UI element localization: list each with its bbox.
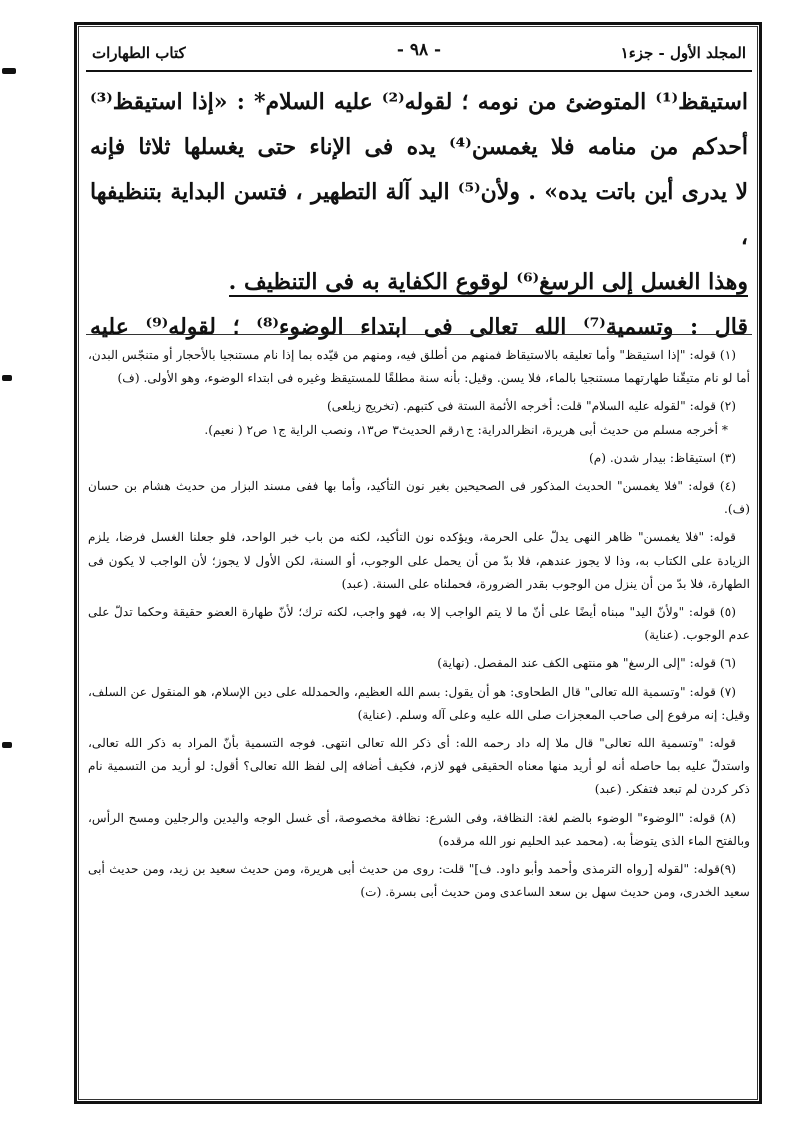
page-header — [86, 36, 752, 70]
header-divider — [86, 70, 752, 72]
main-line: قال : وتسمية⁽⁷⁾ الله تعالى فى ابتداء الوضوء⁽⁸⁾ ؛ لقوله⁽⁹⁾ عليه — [90, 314, 749, 340]
footnote-8: (٨) قوله: "الوضوء" الوضوء بالضم لغة: النظافة، وفى الشرع: نظافة مخصوصة، أى غسل الوجه واليدين والرجلين ومسح الرأس، وبالفتح الماء الذى يتوضأ به. (محمد عبد الحليم نور الله مرقده) — [88, 810, 750, 848]
footnote-divider — [86, 334, 752, 335]
main-line: استيقظ⁽¹⁾ المتوضئ من نومه ؛ لقوله⁽²⁾ عليه السلام* : «إذا استيقظ⁽³⁾ — [90, 89, 749, 115]
footnote-5: (٥) قوله: "ولأنّ اليد" مبناه أيضًا على أنّ ما لا يتم الواجب إلا به، فهو واجب، لكنه ترك؛ لأنّ طهارة العضو حقيقة وحكما تدلّ على عدم الوجوب. (عناية) — [88, 605, 750, 643]
footnote-9: (٩)قوله: "لقوله [رواه الترمذى وأحمد وأبو داود. ف]" قلت: روى من حديث أبى هريرة، ومن حديث سعيد بن زيد، ومن حديث أبى سعيد الخدرى، ومن حديث سهل بن سعد الساعدى ومن حديث أبى بسرة. (ت) — [88, 862, 750, 900]
main-text — [90, 80, 748, 350]
book-title: كتاب الطهارات — [92, 44, 186, 62]
scan-edge-mark — [2, 375, 12, 381]
footnote-4-continued: قوله: "فلا يغمسن" ظاهر النهى يدلّ على الحرمة، ويؤكده نون التأكيد، لكنه من باب خبر الواحد، فلو جعلنا الغسل فرضا، يلزم الزيادة على الكتاب به، وذا لا يجوز عندهم، فلا بدّ من أن يحمل على الوجوب، أو السنة، لكن الأول لا يجوز؛ لأن الواجب لا يكون فى الطهارة، فلا بدّ من أن ينزل من الوجوب بقدر الضرورة، فحملناه على السنة. (عبد) — [88, 530, 750, 591]
main-line: لا يدرى أين باتت يده» . ولأن⁽⁵⁾ اليد آلة التطهير ، فتسن البداية بتنظيفها ، — [90, 179, 748, 250]
main-line — [90, 260, 748, 305]
footnote-6: (٦) قوله: "إلى الرسغ" هو منتهى الكف عند المفصل. (نهاية) — [437, 656, 736, 671]
footnote-4: (٤) قوله: "فلا يغمسن" الحديث المذكور فى الصحيحين بغير نون التأكيد، وأما بها ففى مسند البزار من حديث هشام بن حسان (ف). — [88, 479, 750, 517]
footnote-7-continued: قوله: "وتسمية الله تعالى" قال ملا إله داد رحمه الله: أى ذكر الله تعالى انتهى. فوجه التسمية بأنّ المراد به ذكر الله تعالى، واستدلّ عليه بما حاصله أنه لو أريد منها معناه الحقيقى فهو لازم، فكيف أضافه إلى لفظ الله تعالى؟ أقول: لو أريد من التسمية نام ذكر كردن لم تبعد فتفكر. (عبد) — [88, 736, 750, 797]
footnote-3: (٣) استيقاظ: بيدار شدن. (م) — [589, 450, 736, 465]
footnote-2-star: * أخرجه مسلم من حديث أبى هريرة، انظرالدراية: ج١رقم الحديث٣ ص١٣، ونصب الراية ج١ ص٢ ( نعيم). — [204, 422, 728, 437]
page-number: - ٩٨ - — [396, 40, 442, 60]
footnote-2: (٢) قوله: "لقوله عليه السلام" قلت: أخرجه الأئمة الستة فى كتبهم. (تخريج زيلعى) * أخرجه مسلم من حديث أبى هريرة، انظرالدراية: ج١رقم الحديث٣ ص١٣، ونصب الراية ج١ ص٢ ( نعيم). — [88, 395, 750, 441]
footnote-7: (٧) قوله: "وتسمية الله تعالى" قال الطحاوى: هو أن يقول: بسم الله العظيم، والحمدلله على دين الإسلام، هو المنقول عن السلف، وقيل: إنه مرفوع إلى صاحب المعجزات صلى الله عليه وعلى آله وسلم. (عناية) — [88, 684, 750, 722]
footnote-1: (١) قوله: "إذا استيقظ" وأما تعليقه بالاستيقاظ فمنهم من أطلق فيه، ومنهم من قيّده بما إذا نام مستنجيا بالأحجار أو متنجّس البدن، أما لو نام متيقّنا طهارتهما مستنجيا بالماء، فلا يسن. وقيل: بأنه سنة مطلقًا للمستيقظ وغيره فى ابتداء الوضوء، وهو الأولى. (ف) — [88, 348, 750, 386]
volume-label: المجلد الأول - جزء١ — [620, 44, 746, 62]
scan-edge-mark — [2, 742, 12, 748]
scan-edge-mark — [2, 68, 16, 74]
underlined-sentence: وهذا الغسل إلى الرسغ⁽⁶⁾ لوقوع الكفاية به فى التنظيف . — [228, 269, 748, 295]
main-line: أحدكم من منامه فلا يغمسن⁽⁴⁾ يده فى الإناء حتى يغسلها ثلاثا فإنه — [90, 134, 748, 160]
footnotes — [88, 344, 750, 909]
